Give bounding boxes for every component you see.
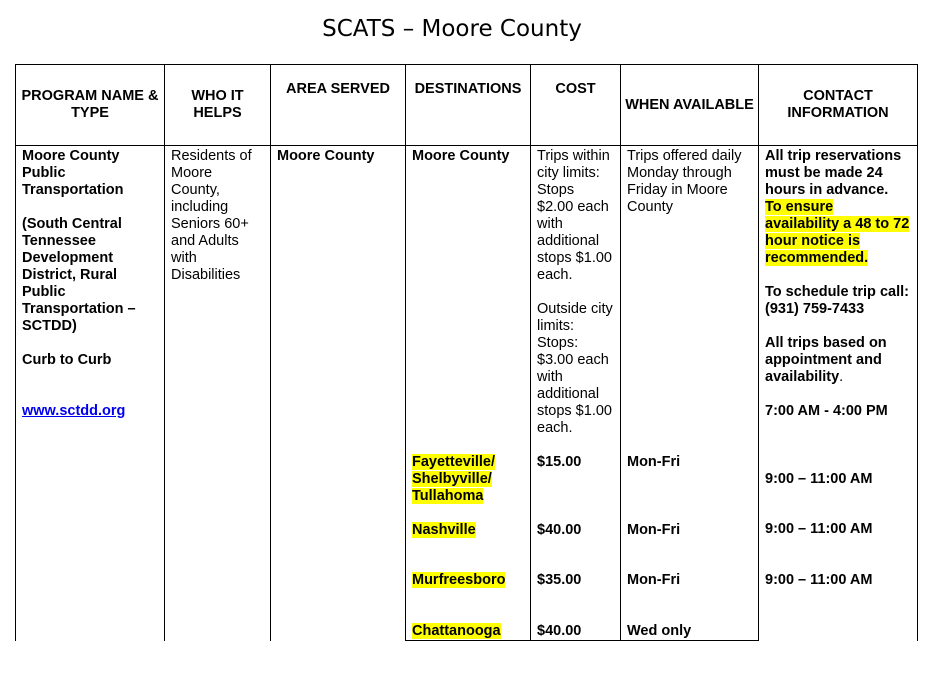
route-cost: $15.00	[531, 454, 621, 522]
program-type: Curb to Curb	[22, 352, 112, 368]
program-cell	[16, 146, 165, 641]
route-hours: 9:00 – 11:00 AM	[765, 521, 873, 537]
route-hours: 7:00 AM - 4:00 PM	[765, 403, 888, 419]
contact-reservations: All trip reservations must be made 24 hours in advance.	[765, 148, 902, 198]
cost-main	[531, 146, 621, 455]
header-row	[16, 65, 918, 146]
route-destination: Chattanooga	[406, 623, 531, 641]
header-who: WHO IT HELPS	[165, 65, 271, 146]
contact-schedule-label: To schedule trip call:	[765, 284, 909, 300]
route-cost: $40.00	[531, 623, 621, 641]
header-program: PROGRAM NAME & TYPE	[16, 65, 165, 146]
route-hours: 9:00 – 11:00 AM	[765, 471, 873, 487]
header-when: WHEN AVAILABLE	[621, 65, 759, 146]
cost-outside: Outside city limits: Stops: $3.00 each with additional stops $1.00 each.	[537, 301, 613, 436]
transportation-table	[15, 64, 918, 641]
table-row	[16, 146, 918, 455]
route-when: Mon-Fri	[621, 522, 759, 572]
contact-appointment: All trips based on appointment and availability	[765, 335, 887, 385]
program-name: Moore County Public Transportation	[22, 148, 124, 198]
route-when: Mon-Fri	[621, 454, 759, 522]
destination-main: Moore County	[406, 146, 531, 455]
route-hours: 9:00 – 11:00 AM	[765, 572, 873, 588]
route-cost: $40.00	[531, 522, 621, 572]
header-area: AREA SERVED	[271, 65, 406, 146]
route-destination: Fayetteville/ Shelbyville/ Tullahoma	[406, 454, 531, 522]
route-cost: $35.00	[531, 572, 621, 623]
header-destinations: DESTINATIONS	[406, 65, 531, 146]
contact-phone: (931) 759-7433	[765, 301, 865, 317]
page-title: SCATS – Moore County	[322, 16, 582, 42]
contact-cell: All trip reservations must be made 24 hours in advance. To ensure availability a 48 to 72 hour notice is recommended. To schedule trip call: (931) 759-7433 All trips based on appointment and availability. 7:00 AM - 4:00 PM 9:00 – 11:00 AM 9:00 – 11:00 AM 9:00 – 11:00 AM	[759, 146, 918, 641]
header-contact: CONTACT INFORMATION	[759, 65, 918, 146]
route-when: Wed only	[621, 623, 759, 641]
route-destination: Murfreesboro	[406, 572, 531, 623]
route-when: Mon-Fri	[621, 572, 759, 623]
route-destination: Nashville	[406, 522, 531, 572]
when-main: Trips offered daily Monday through Friday in Moore County	[621, 146, 759, 455]
cost-inside: Trips within city limits: Stops $2.00 each with additional stops $1.00 each.	[537, 148, 612, 283]
header-cost: COST	[531, 65, 621, 146]
website-link[interactable]: www.sctdd.org	[22, 403, 126, 419]
program-org: (South Central Tennessee Development District, Rural Public Transportation – SCTDD)	[22, 216, 136, 334]
contact-notice: To ensure availability a 48 to 72 hour notice is recommended.	[765, 199, 910, 266]
area-cell: Moore County	[271, 146, 406, 641]
who-cell: Residents of Moore County, including Seniors 60+ and Adults with Disabilities	[165, 146, 271, 641]
